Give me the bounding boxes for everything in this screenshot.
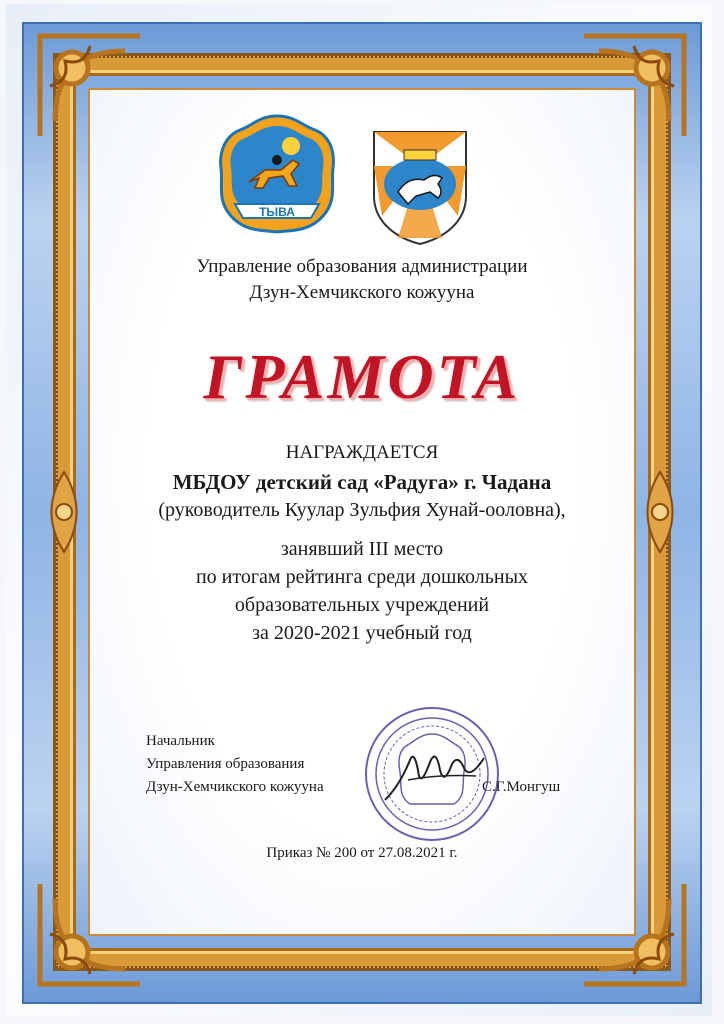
signatory-name: С.Г.Монгуш: [482, 779, 561, 795]
district-coat-of-arms-icon: [368, 126, 472, 248]
reason-line-2: по итогам рейтинга среди дошкольных: [195, 566, 529, 588]
signatory-title-line-3: Дзун-Хемчикского кожууна: [146, 779, 324, 795]
organization-line-1: Управление образования администрации: [196, 256, 528, 277]
awarded-label: НАГРАЖДАЕТСЯ: [285, 442, 439, 463]
signatory-title-line-1: Начальник: [146, 733, 215, 749]
order-reference: Приказ № 200 от 27.08.2021 г.: [266, 845, 458, 861]
emblems-row: [0, 112, 724, 242]
tyva-emblem-icon: [215, 112, 340, 237]
recipient-head: (руководитель Куулар Зульфия Хунай-ооловна),: [158, 499, 566, 521]
reason-line-1: занявший III место: [280, 538, 444, 560]
tyva-emblem-label: ТЫВА: [259, 205, 295, 219]
handwritten-signature-icon: [380, 740, 490, 810]
recipient-name: МБДОУ детский сад «Радуга» г. Чадана: [172, 470, 552, 494]
reason-line-3: образовательных учреждений: [234, 594, 490, 616]
organization-line-2: Дзун-Хемчикского кожууна: [249, 282, 475, 303]
reason-line-4: за 2020-2021 учебный год: [252, 622, 472, 644]
signatory-title-line-2: Управления образования: [146, 756, 305, 772]
certificate-title: ГРАМОТА: [203, 341, 521, 412]
